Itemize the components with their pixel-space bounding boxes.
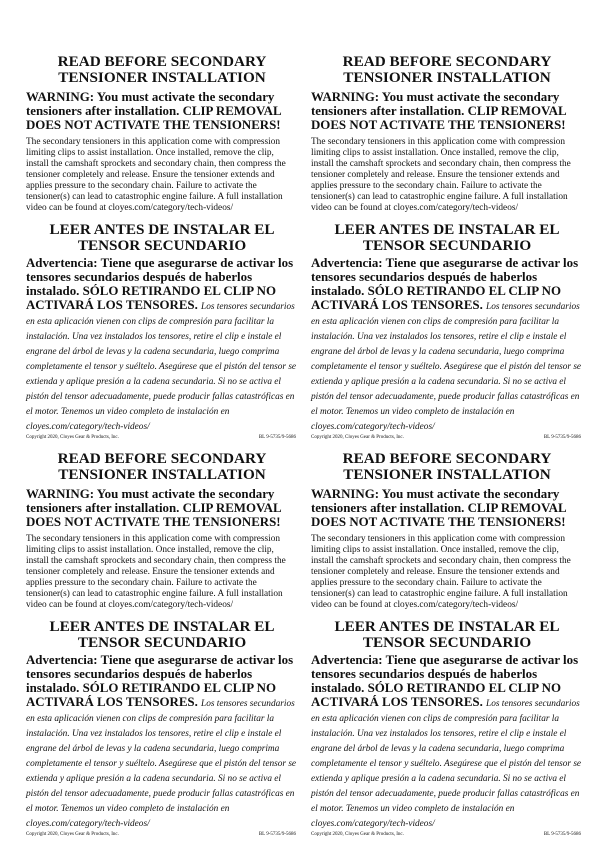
english-section [26, 451, 298, 611]
english-section [26, 54, 298, 214]
footer [311, 434, 583, 441]
advertencia-text: Advertencia: Tiene que asegurarse de activar los tensores secundarios después de haberlos instalado. SÓLO RETIRANDO EL CLIP NO ACTIVARÁ LOS TENSORES. [311, 256, 579, 312]
spanish-title-line-2: TENSOR SECUNDARIO [77, 237, 247, 254]
english-warning: WARNING: You must activate the secondary tensioners after installation. CLIP REMOVAL DOES NOT ACTIVATE THE TENSIONERS! [26, 90, 281, 132]
spanish-title-line-1: LEER ANTES DE INSTALAR EL [334, 221, 560, 238]
footer [26, 831, 298, 838]
spanish-title-line-2: TENSOR SECUNDARIO [77, 634, 247, 651]
english-title-line-1: READ BEFORE SECONDARY [342, 53, 552, 70]
footer [311, 831, 583, 838]
copyright: Copyright 2020, Cloyes Gear & Products, Inc. [26, 435, 119, 440]
spanish-title-line-2: TENSOR SECUNDARIO [362, 237, 532, 254]
english-warning: WARNING: You must activate the secondary tensioners after installation. CLIP REMOVAL DOES NOT ACTIVATE THE TENSIONERS! [26, 487, 281, 529]
english-title-line-2: TENSIONER INSTALLATION [343, 69, 551, 86]
spanish-title-line-1: LEER ANTES DE INSTALAR EL [49, 618, 275, 635]
spanish-title-line-1: LEER ANTES DE INSTALAR EL [334, 618, 560, 635]
spanish-section [26, 619, 298, 830]
english-body: The secondary tensioners in this application come with compression limiting clips to assist installation. Once installed, remove the clip, install the camshaft sprockets and secondary chain, then compress the tensioner completely and release. Ensure the tensioner extends and applies pressure to the secondary chain. Failure to activate the tensioner(s) can lead to catastrophic engine failure. A full installation video can be found at cloyes.com/category/tech-videos/ [26, 534, 286, 610]
english-section [311, 451, 583, 611]
part-number: BL 9-5735/9-5686 [543, 435, 581, 440]
english-title [311, 451, 583, 483]
english-warning: WARNING: You must activate the secondary tensioners after installation. CLIP REMOVAL DOES NOT ACTIVATE THE TENSIONERS! [311, 487, 566, 529]
spanish-body: Los tensores secundarios en esta aplicación vienen con clips de compresión para facilitar la instalación. Una vez instalados los tensores, retire el clip e instale el engrane del árbol de levas y la cadena secundaria, luego comprima completamente el tensor y suéltelo. Asegúrese que el pistón del tensor se extienda y aplique presión a la cadena secundaria. Si no se activa el pistón del tensor adecuadamente, puede producir fallas catastróficas en el motor. Tenemos un video completo de instalación en cloyes.com/category/tech-videos/ [311, 302, 582, 432]
spanish-title-line-2: TENSOR SECUNDARIO [362, 634, 532, 651]
spanish-body: Los tensores secundarios en esta aplicación vienen con clips de compresión para facilitar la instalación. Una vez instalados los tensores, retire el clip e instale el engrane del árbol de levas y la cadena secundaria, luego comprima completamente el tensor y suéltelo. Asegúrese que el pistón del tensor se extienda y aplique presión a la cadena secundaria. Si no se activa el pistón del tensor adecuadamente, puede producir fallas catastróficas en el motor. Tenemos un video completo de instalación en cloyes.com/category/tech-videos/ [311, 699, 582, 829]
spanish-warning [26, 653, 298, 830]
label-panel-bottom-left [26, 451, 298, 838]
copyright: Copyright 2020, Cloyes Gear & Products, Inc. [311, 832, 404, 837]
english-title [26, 54, 298, 86]
label-panel-bottom-right [311, 451, 583, 838]
advertencia-text: Advertencia: Tiene que asegurarse de activar los tensores secundarios después de haberlos instalado. SÓLO RETIRANDO EL CLIP NO ACTIVARÁ LOS TENSORES. [26, 653, 294, 709]
english-title-line-2: TENSIONER INSTALLATION [58, 466, 266, 483]
spanish-title [311, 619, 583, 651]
english-title-line-2: TENSIONER INSTALLATION [58, 69, 266, 86]
spanish-title [311, 222, 583, 254]
label-panel-top-left [26, 54, 298, 441]
advertencia-text: Advertencia: Tiene que asegurarse de activar los tensores secundarios después de haberlos instalado. SÓLO RETIRANDO EL CLIP NO ACTIVARÁ LOS TENSORES. [311, 653, 579, 709]
spanish-warning [311, 256, 583, 433]
english-section [311, 54, 583, 214]
english-warning: WARNING: You must activate the secondary tensioners after installation. CLIP REMOVAL DOES NOT ACTIVATE THE TENSIONERS! [311, 90, 566, 132]
english-body: The secondary tensioners in this application come with compression limiting clips to assist installation. Once installed, remove the clip, install the camshaft sprockets and secondary chain, then compress the tensioner completely and release. Ensure the tensioner extends and applies pressure to the secondary chain. Failure to activate the tensioner(s) can lead to catastrophic engine failure. A full installation video can be found at cloyes.com/category/tech-videos/ [311, 534, 571, 610]
spanish-title [26, 222, 298, 254]
spanish-title [26, 619, 298, 651]
advertencia-text: Advertencia: Tiene que asegurarse de activar los tensores secundarios después de haberlos instalado. SÓLO RETIRANDO EL CLIP NO ACTIVARÁ LOS TENSORES. [26, 256, 294, 312]
english-title-line-2: TENSIONER INSTALLATION [343, 466, 551, 483]
spanish-warning [311, 653, 583, 830]
footer [26, 434, 298, 441]
english-title-line-1: READ BEFORE SECONDARY [57, 53, 267, 70]
spanish-body: Los tensores secundarios en esta aplicación vienen con clips de compresión para facilitar la instalación. Una vez instalados los tensores, retire el clip e instale el engrane del árbol de levas y la cadena secundaria, luego comprima completamente el tensor y suéltelo. Asegúrese que el pistón del tensor se extienda y aplique presión a la cadena secundaria. Si no se activa el pistón del tensor adecuadamente, puede producir fallas catastróficas en el motor. Tenemos un video completo de instalación en cloyes.com/category/tech-videos/ [26, 699, 297, 829]
spanish-section [311, 619, 583, 830]
copyright: Copyright 2020, Cloyes Gear & Products, Inc. [26, 832, 119, 837]
spanish-body: Los tensores secundarios en esta aplicación vienen con clips de compresión para facilitar la instalación. Una vez instalados los tensores, retire el clip e instale el engrane del árbol de levas y la cadena secundaria, luego comprima completamente el tensor y suéltelo. Asegúrese que el pistón del tensor se extienda y aplique presión a la cadena secundaria. Si no se activa el pistón del tensor adecuadamente, puede producir fallas catastróficas en el motor. Tenemos un video completo de instalación en cloyes.com/category/tech-videos/ [26, 302, 297, 432]
copyright: Copyright 2020, Cloyes Gear & Products, Inc. [311, 435, 404, 440]
spanish-section [311, 222, 583, 433]
label-panel-top-right [311, 54, 583, 441]
spanish-title-line-1: LEER ANTES DE INSTALAR EL [49, 221, 275, 238]
english-title-line-1: READ BEFORE SECONDARY [342, 450, 552, 467]
english-body: The secondary tensioners in this application come with compression limiting clips to assist installation. Once installed, remove the clip, install the camshaft sprockets and secondary chain, then compress the tensioner completely and release. Ensure the tensioner extends and applies pressure to the secondary chain. Failure to activate the tensioner(s) can lead to catastrophic engine failure. A full installation video can be found at cloyes.com/category/tech-videos/ [26, 137, 286, 213]
english-body: The secondary tensioners in this application come with compression limiting clips to assist installation. Once installed, remove the clip, install the camshaft sprockets and secondary chain, then compress the tensioner completely and release. Ensure the tensioner extends and applies pressure to the secondary chain. Failure to activate the tensioner(s) can lead to catastrophic engine failure. A full installation video can be found at cloyes.com/category/tech-videos/ [311, 137, 571, 213]
spanish-warning [26, 256, 298, 433]
english-title [311, 54, 583, 86]
part-number: BL 9-5735/9-5686 [258, 832, 296, 837]
english-title [26, 451, 298, 483]
part-number: BL 9-5735/9-5686 [258, 435, 296, 440]
english-title-line-1: READ BEFORE SECONDARY [57, 450, 267, 467]
spanish-section [26, 222, 298, 433]
part-number: BL 9-5735/9-5686 [543, 832, 581, 837]
